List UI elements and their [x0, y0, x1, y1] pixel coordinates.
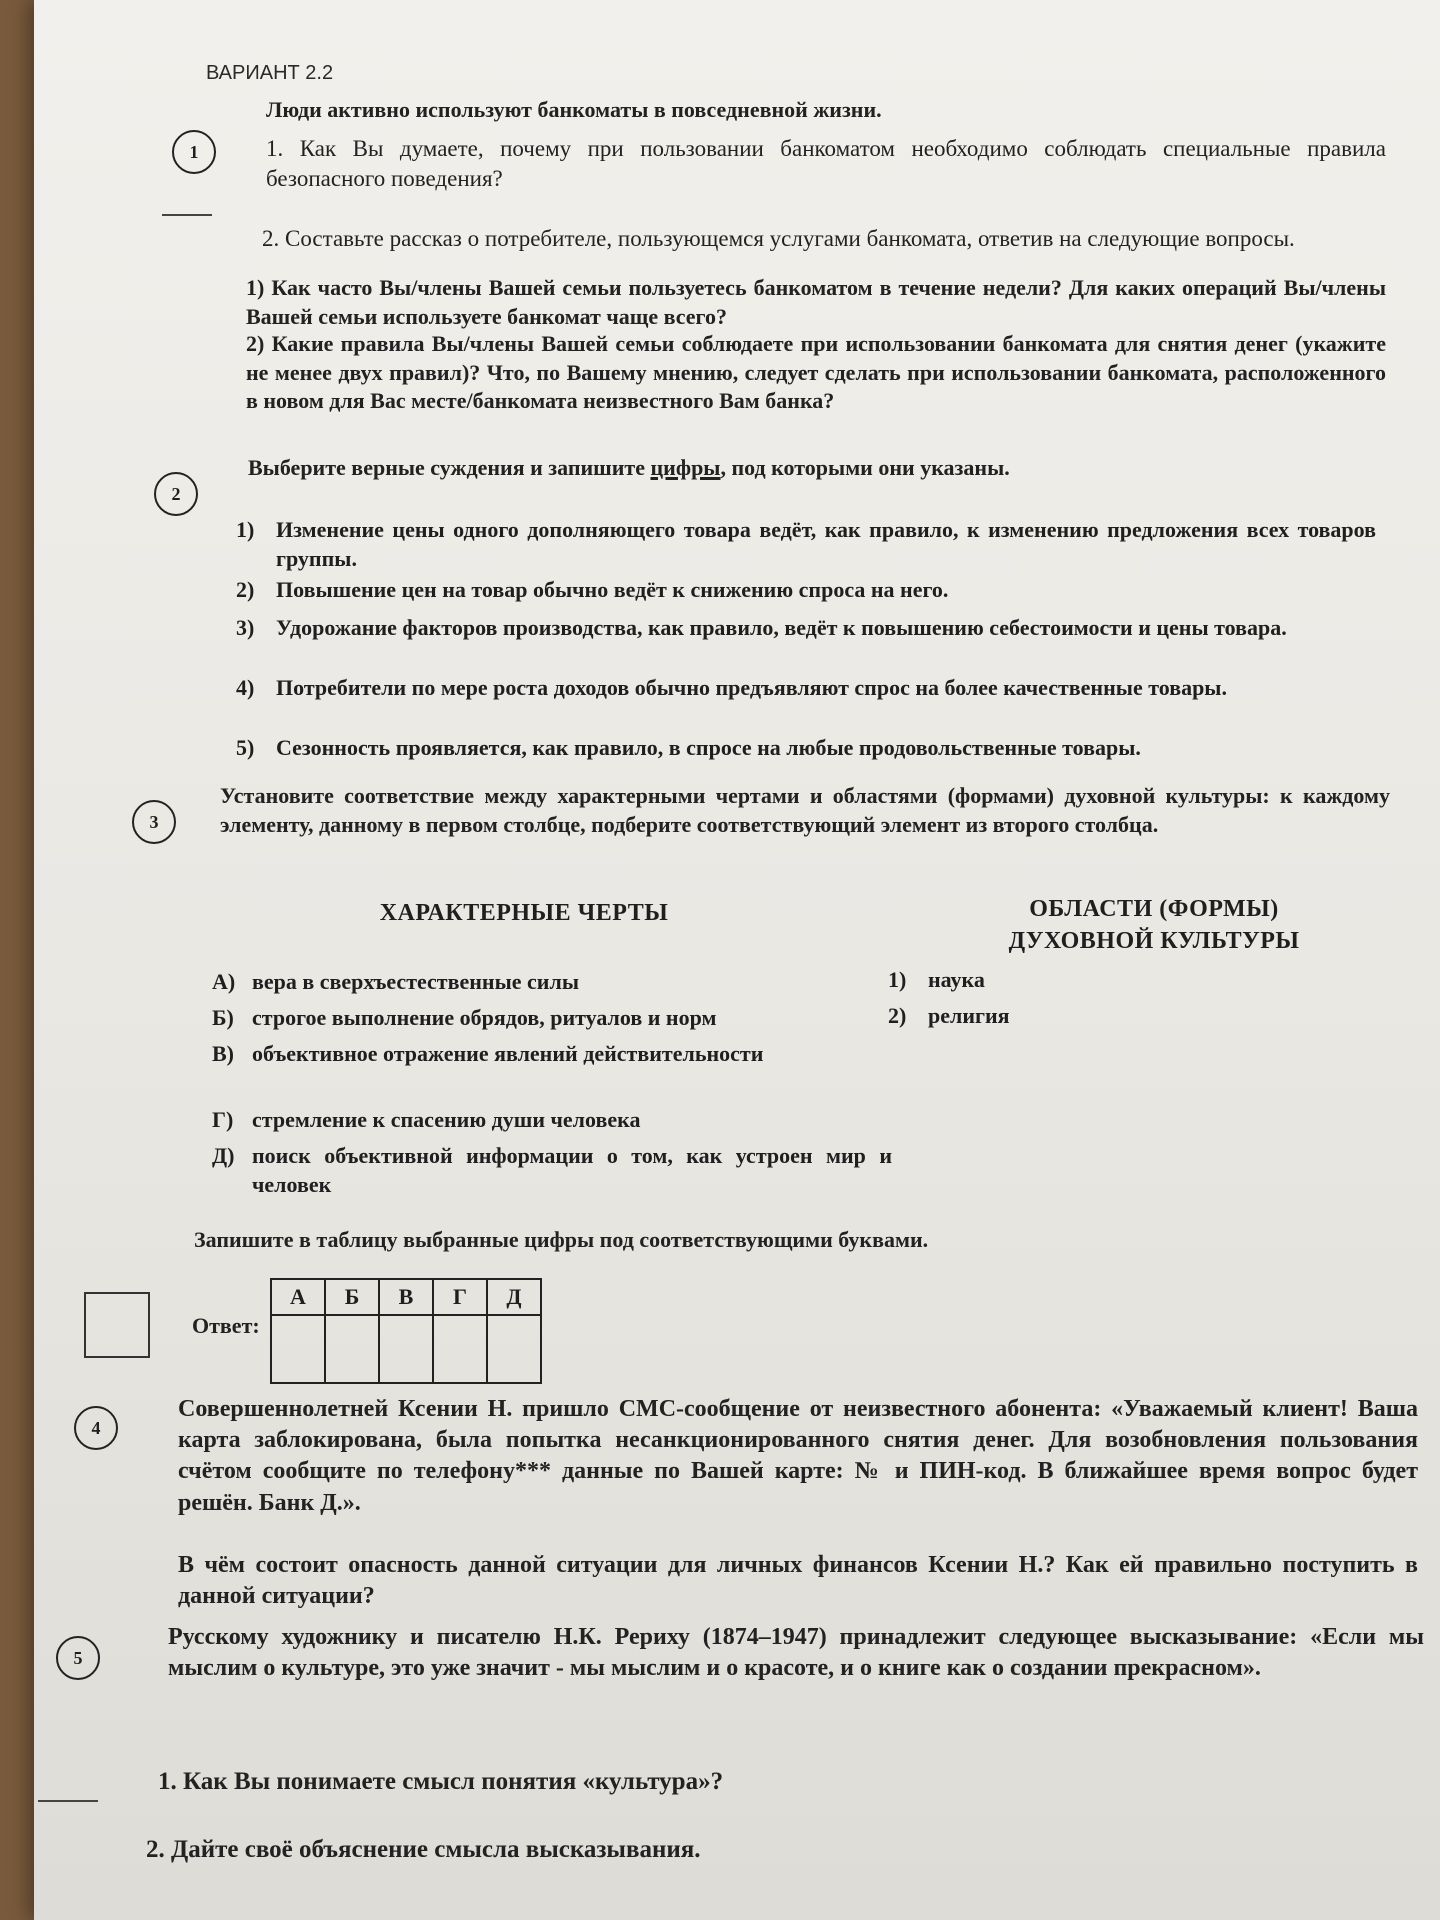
answer-cell-v[interactable]: [379, 1315, 433, 1383]
answer-label: Ответ:: [192, 1313, 260, 1338]
answer-header-a: А: [271, 1279, 325, 1315]
trait-d: Д) поиск объективной информации о том, как устроен мир и человек: [212, 1143, 892, 1197]
task-1-subquestion-2: 2) Какие правила Вы/члены Вашей семьи соблюдаете при использовании банкомата для снятия денег (укажите не менее двух правил)? Что, по Вашему мнению, следует сделать при использовании банкомата, расположенного в новом для Вас месте/банкомата неизвестного Вам банка?: [246, 331, 1386, 414]
task-1-intro: Люди активно используют банкоматы в повседневной жизни.: [266, 97, 882, 122]
paper-sheet: [34, 0, 1440, 1920]
task-2-item-5: 5) Сезонность проявляется, как правило, в спросе на любые продовольственные товары.: [236, 735, 1141, 760]
task-2-item-4: 4) Потребители по мере роста доходов обычно предъявляют спрос на более качественные товары.: [236, 675, 1227, 700]
margin-mark: [38, 1800, 98, 1802]
column-right-heading-line-2: ДУХОВНОЙ КУЛЬТУРЫ: [1008, 928, 1300, 954]
task-5-number: 5: [56, 1636, 100, 1680]
task-2-number: 2: [154, 472, 198, 516]
answer-header-d: Д: [487, 1279, 541, 1315]
task-1-question-2: 2. Составьте рассказ о потребителе, пользующемся услугами банкомата, ответив на следующие вопросы.: [262, 226, 1295, 251]
task-5-question-1: 1. Как Вы понимаете смысл понятия «культура»?: [158, 1768, 724, 1795]
task-4-question: В чём состоит опасность данной ситуации для личных финансов Ксении Н.? Как ей правильно поступить в данной ситуации?: [178, 1552, 1418, 1610]
task-3-intro: Установите соответствие между характерными чертами и областями (формами) духовной культуры: к каждому элементу, данному в первом столбце, подберите соответствующий элемент из второго столбца.: [220, 783, 1390, 837]
task-1-subquestion-1: 1) Как часто Вы/члены Вашей семьи пользуетесь банкоматом в течение недели? Для каких операций Вы/члены Вашей семьи используете банкомат чаще всего?: [246, 275, 1386, 329]
answer-cell-g[interactable]: [433, 1315, 487, 1383]
task-4-number: 4: [74, 1406, 118, 1450]
trait-b: Б) строгое выполнение обрядов, ритуалов и норм: [212, 1005, 717, 1030]
task-1-number: 1: [172, 130, 216, 174]
score-box: [84, 1292, 150, 1358]
task-3-number: 3: [132, 800, 176, 844]
answer-header-v: В: [379, 1279, 433, 1315]
task-5-question-2: 2. Дайте своё объяснение смысла высказывания.: [146, 1836, 701, 1863]
answer-cell-a[interactable]: [271, 1315, 325, 1383]
form-1: 1) наука: [888, 967, 985, 992]
task-5-text: Русскому художнику и писателю Н.К. Рериху (1874–1947) принадлежит следующее высказывание: «Если мы мыслим о культуре, это уже значит - мы мыслим и о красоте, и о книге как о создании прекрасном».: [168, 1624, 1424, 1682]
task-2-item-2: 2) Повышение цен на товар обычно ведёт к снижению спроса на него.: [236, 577, 949, 602]
trait-g: Г) стремление к спасению души человека: [212, 1107, 641, 1132]
column-right-heading-line-1: ОБЛАСТИ (ФОРМЫ): [1029, 896, 1279, 922]
answer-table: [270, 1278, 542, 1384]
trait-a: А) вера в сверхъестественные силы: [212, 969, 580, 994]
task-1-question-1: 1. Как Вы думаете, почему при пользовании банкоматом необходимо соблюдать специальные правила безопасного поведения?: [266, 136, 1386, 191]
task-2-intro: Выберите верные суждения и запишите цифры, под которыми они указаны.: [248, 455, 1010, 480]
task-2-item-1: 1) Изменение цены одного дополняющего товара ведёт, как правило, к изменению предложения всех товаров группы.: [236, 517, 1376, 571]
form-2: 2) религия: [888, 1003, 1010, 1028]
column-left-heading: ХАРАКТЕРНЫЕ ЧЕРТЫ: [379, 900, 669, 926]
variant-title: ВАРИАНТ 2.2: [206, 62, 334, 84]
answer-header-g: Г: [433, 1279, 487, 1315]
task-2-item-3: 3) Удорожание факторов производства, как правило, ведёт к повышению себестоимости и цены товара.: [236, 615, 1287, 640]
task-4-text: Совершеннолетней Ксении Н. пришло СМС-сообщение от неизвестного абонента: «Уважаемый клиент! Ваша карта заблокирована, была попытка несанкционированного снятия денег. Для возобновления пользования счётом сообщите по телефону*** данные по Вашей карте: № и ПИН-код. В ближайшее время вопрос будет решён. Банк Д.».: [178, 1396, 1418, 1516]
margin-mark: [162, 214, 212, 216]
answer-cell-d[interactable]: [487, 1315, 541, 1383]
answer-header-b: Б: [325, 1279, 379, 1315]
answer-cell-b[interactable]: [325, 1315, 379, 1383]
trait-v: В) объективное отражение явлений действительности: [212, 1041, 764, 1066]
task-3-instruction: Запишите в таблицу выбранные цифры под соответствующими буквами.: [194, 1227, 929, 1252]
